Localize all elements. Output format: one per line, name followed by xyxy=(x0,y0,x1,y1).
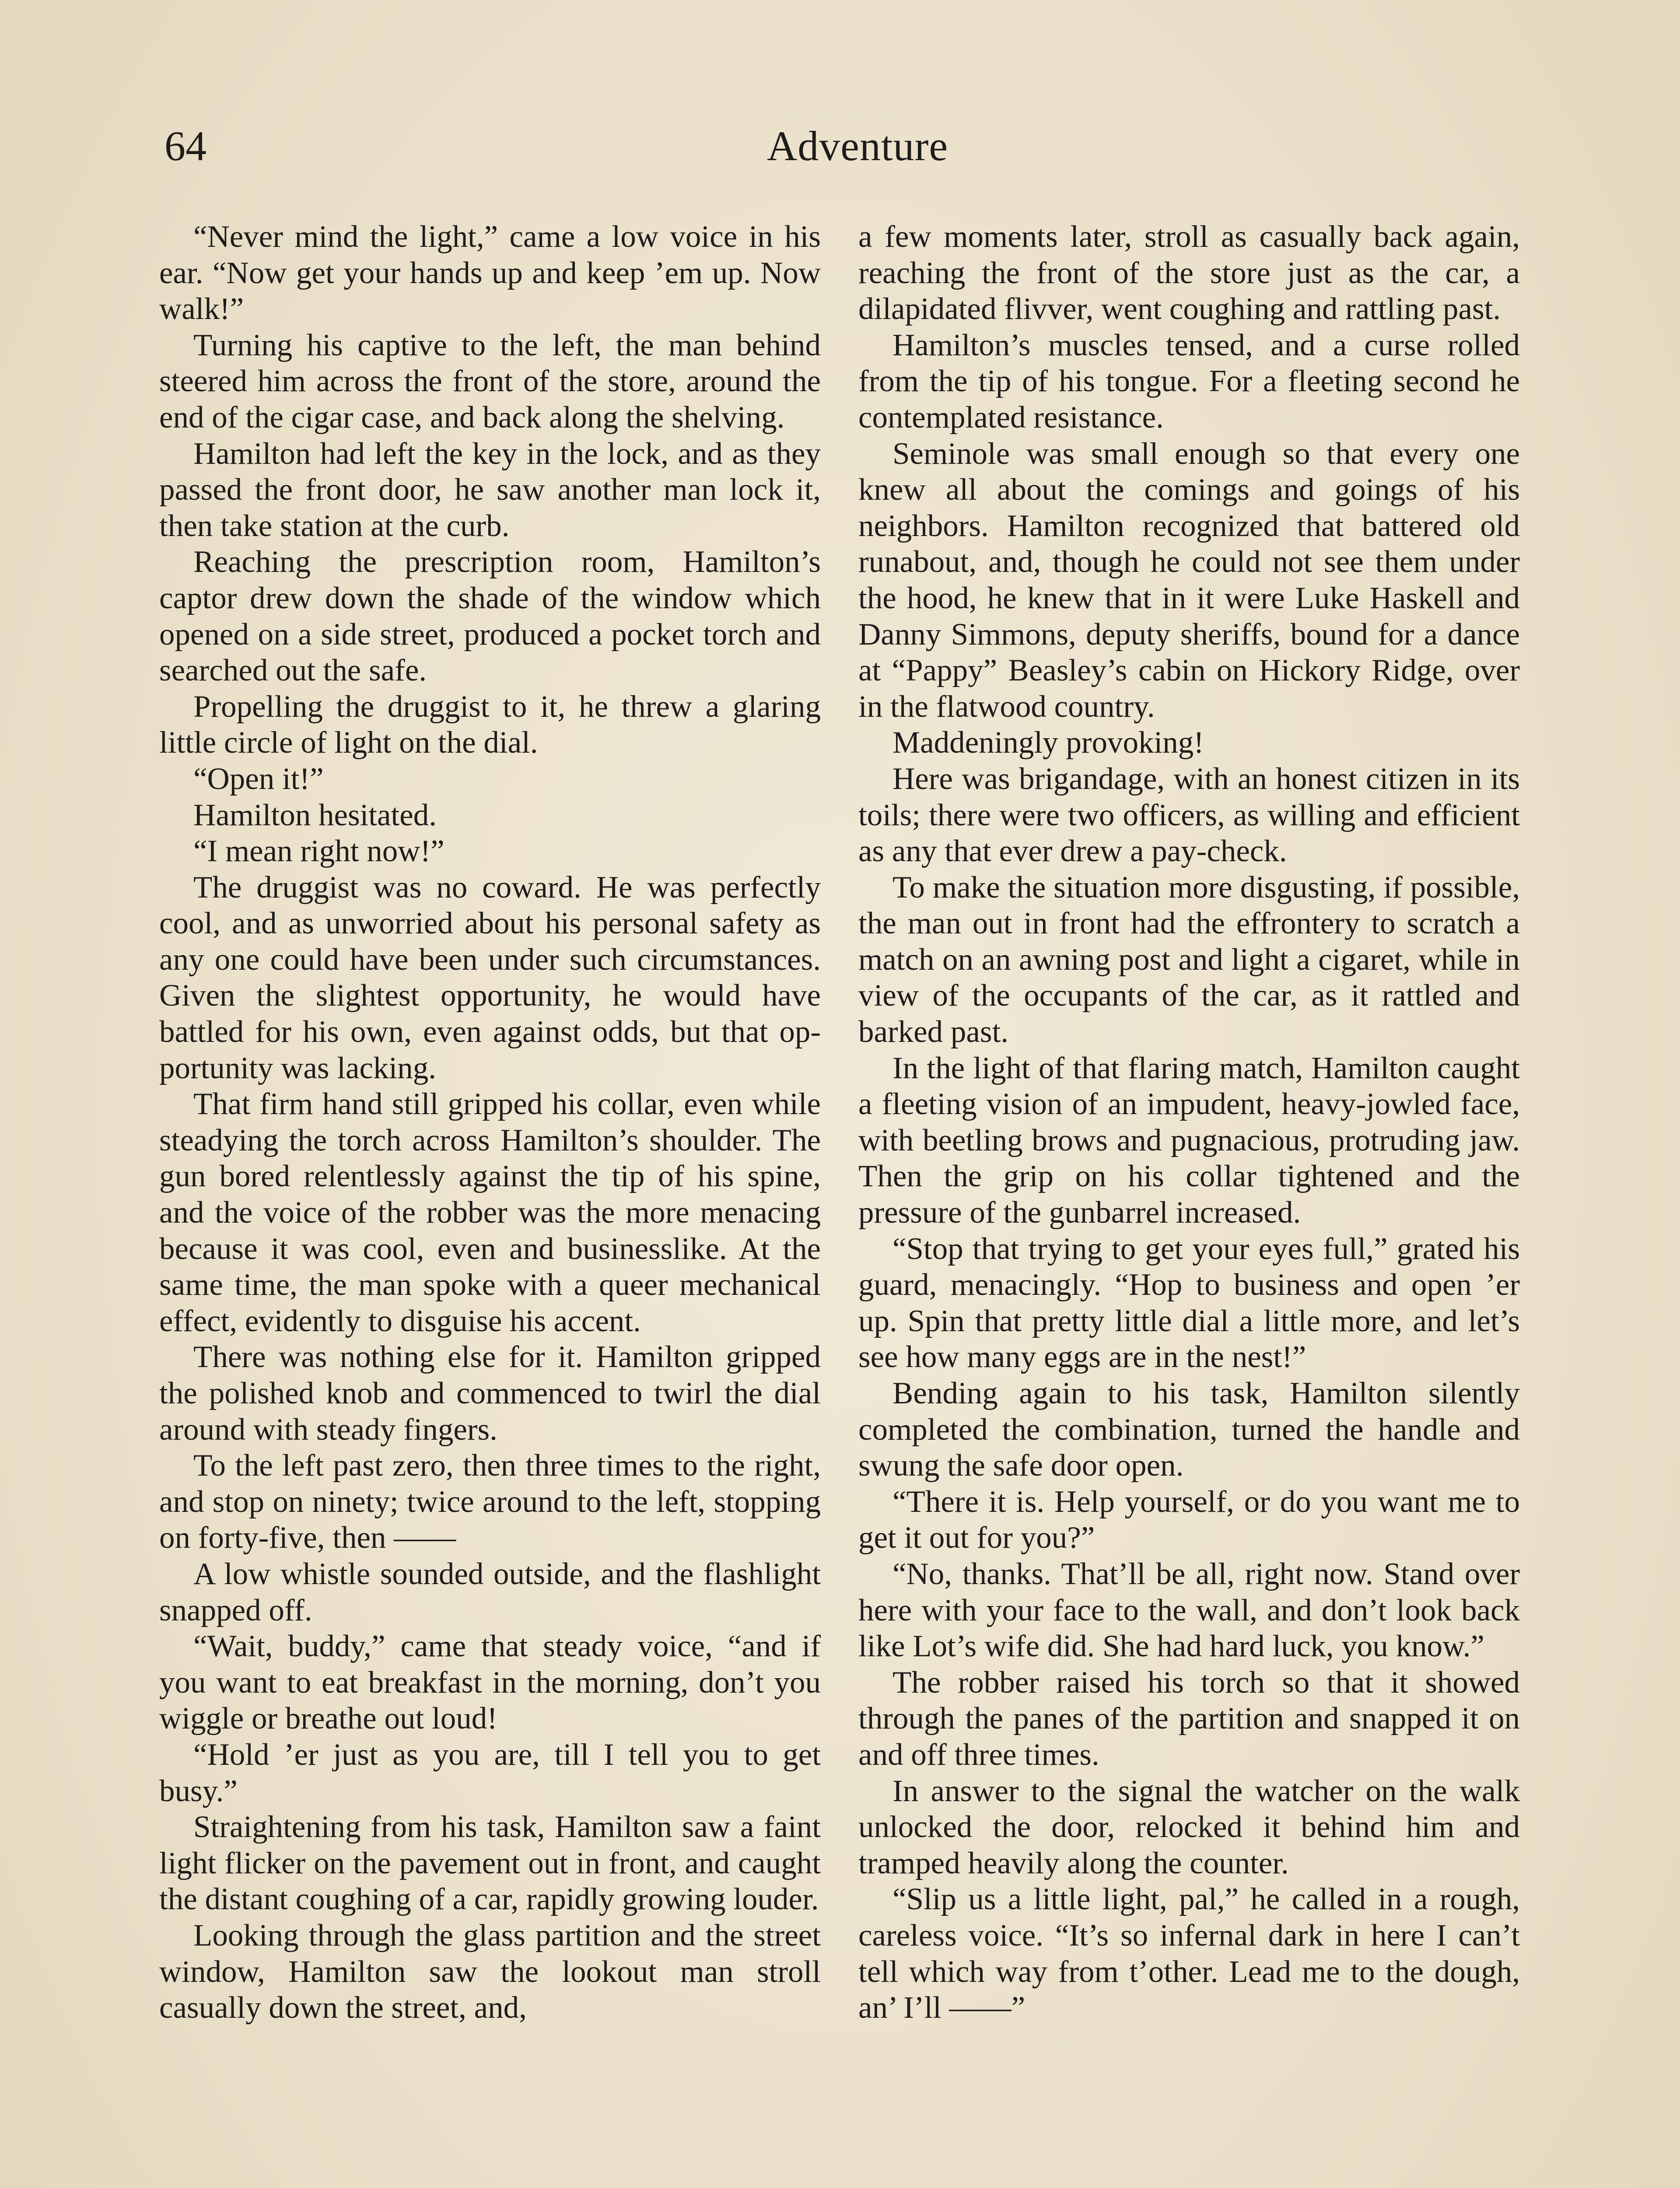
paragraph: Propelling the druggist to it, he threw a glaring little circle of light on the dial. xyxy=(159,689,821,760)
paragraph: There was nothing else for it. Hamilton gripped the polished knob and commenced to twirl the dial around with steady fingers. xyxy=(159,1340,821,1447)
paragraph: Hamilton hesitated. xyxy=(193,798,437,832)
paragraph: Seminole was small enough so that every one knew all about the comings and goings of his neighbors. Hamilton recognized that battered old runabout, and, though he could not see them under the hood, he knew that in it were Luke Haskell and Danny Simmons, deputy sheriffs, bound for a dance at “Pappy” Beasley’s cabin on Hickory Ridge, over in the flatwood country. xyxy=(858,436,1520,724)
paragraph-continuation: a few moments later, stroll as casually back again, reaching the front of the store just as the car, a dilapidated flivver, went coughing and rattling past. xyxy=(858,220,1520,326)
paragraph: Here was brigandage, with an honest citizen in its toils; there were two officers, as willing and efficient as any that ever drew a pay-check. xyxy=(858,761,1520,869)
paragraph: Hamilton had left the key in the lock, and as they passed the front door, he saw another man lock it, then take station at the curb. xyxy=(159,436,821,543)
paragraph: Looking through the glass partition and the street window, Hamilton saw the lookout man stroll casually down the street, and, xyxy=(159,1918,821,2025)
paragraph: A low whistle sounded outside, and the flashlight snapped off. xyxy=(159,1557,821,1627)
paragraph: In the light of that flaring match, Hamilton caught a fleeting vision of an impudent, heavy-jowled face, with beetling brows and pugnacious, protruding jaw. Then the grip on his collar tightened and the pressure of the gunbarrel increased. xyxy=(858,1051,1520,1230)
paragraph: To make the situation more disgusting, if possible, the man out in front had the effrontery to scratch a match on an awning post and light a cigaret, while in view of the occupants of the car, as it rattled and barked past. xyxy=(858,870,1520,1049)
paragraph: Bending again to his task, Hamilton silently completed the combination, turned the handle and swung the safe door open. xyxy=(858,1376,1520,1483)
paragraph: “I mean right now!” xyxy=(193,834,444,869)
paragraph: “Wait, buddy,” came that steady voice, “and if you want to eat breakfast in the morning, don’t you wiggle or breathe out loud! xyxy=(159,1629,821,1736)
paragraph: Straightening from his task, Hamilton saw a faint light flicker on the pavement out in front, and caught the distant coughing of a car, rapidly growing louder. xyxy=(159,1810,821,1917)
paragraph: The robber raised his torch so that it showed through the panes of the partition and snapped it on and off three times. xyxy=(858,1665,1520,1772)
paragraph: “Slip us a little light, pal,” he called in a rough, careless voice. “It’s so infernal dark in here I can’t tell which way from t’other. Lead me to the dough, an’ I’ll ——” xyxy=(858,1882,1520,2025)
paragraph: The druggist was no coward. He was perfectly cool, and as unworried about his personal safety as any one could have been under such circumstances. Given the slightest opportunity, he would have battled for his own, even against odds, but that opportunity was lacking. xyxy=(159,870,821,1085)
paragraph: “There it is. Help yourself, or do you want me to get it out for you?” xyxy=(858,1484,1520,1555)
paragraph: “Never mind the light,” came a low voice in his ear. “Now get your hands up and keep ’em up. Now walk!” xyxy=(159,220,821,326)
paragraph: In answer to the signal the watcher on the walk unlocked the door, relocked it behind him and tramped heavily along the counter. xyxy=(858,1774,1520,1880)
running-head-title: Adventure xyxy=(766,123,948,169)
paragraph: Reaching the prescription room, Hamilton’s captor drew down the shade of the window which opened on a side street, produced a pocket torch and searched out the safe. xyxy=(159,545,821,688)
page-number: 64 xyxy=(164,123,206,169)
paragraph: Hamilton’s muscles tensed, and a curse rolled from the tip of his tongue. For a fleeting second he contemplated resistance. xyxy=(858,328,1520,435)
right-column xyxy=(858,219,1520,2188)
paragraph: Turning his captive to the left, the man behind steered him across the front of the store, around the end of the cigar case, and back along the shelving. xyxy=(159,328,821,435)
left-column xyxy=(159,219,821,2188)
paragraph: To the left past zero, then three times to the right, and stop on ninety; twice around to the left, stopping on forty-five, then —— xyxy=(159,1448,821,1555)
paragraph: That firm hand still gripped his collar, even while steadying the torch across Hamilton’s shoulder. The gun bored relentlessly against the tip of his spine, and the voice of the robber was the more menacing because it was cool, even and businesslike. At the same time, the man spoke with a queer mechanical effect, evidently to disguise his accent. xyxy=(159,1087,821,1338)
paragraph: “No, thanks. That’ll be all, right now. Stand over here with your face to the wall, and don’t look back like Lot’s wife did. She had hard luck, you know.” xyxy=(858,1557,1520,1664)
paragraph: “Hold ’er just as you are, till I tell you to get busy.” xyxy=(159,1737,821,1808)
paragraph: “Open it!” xyxy=(193,761,324,796)
paragraph: “Stop that trying to get your eyes full,” grated his guard, menacingly. “Hop to business and open ’er up. Spin that pretty little dial a little more, and let’s see how many eggs are in the nest!” xyxy=(858,1231,1520,1375)
paragraph: Maddeningly provoking! xyxy=(892,726,1204,760)
